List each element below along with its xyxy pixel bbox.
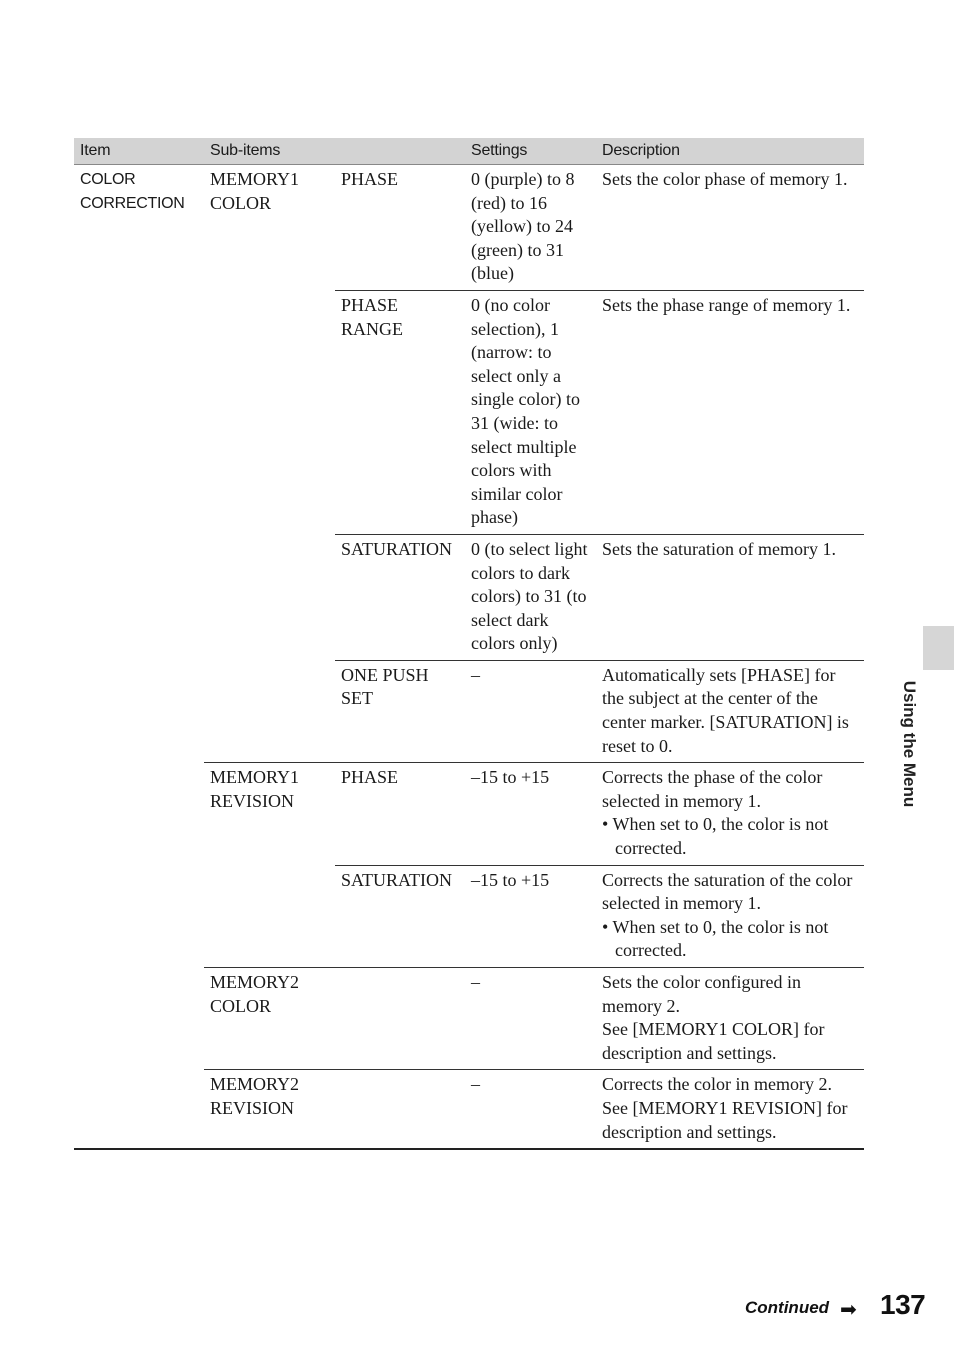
settings-cell: – [465,660,596,762]
continued-label: Continued [745,1298,830,1317]
table-row [74,165,864,291]
description-line: Corrects the saturation of the color selected in memory 1. [602,869,853,914]
sub-item-memory1-color: MEMORY1 COLOR [210,169,300,213]
sub-item-empty [335,968,465,1070]
description-line: Corrects the color in memory 2. [602,1074,832,1095]
sub-item-memory2-revision: MEMORY2 REVISION [204,1070,335,1149]
description-note: • When set to 0, the color is not corrected. [602,916,829,961]
description-cell [596,865,864,967]
settings-cell: 0 (to select light colors to dark colors) to 31 (to select dark colors only) [465,534,596,660]
description-line: Corrects the phase of the color selected in memory 1. [602,767,823,811]
sub-item-phase: PHASE [341,169,399,189]
description-cell [596,968,864,1070]
description-cell [596,1070,864,1149]
sub-item-saturation: SATURATION [335,865,465,967]
settings-cell: –15 to +15 [465,763,596,865]
header-settings: Settings [465,138,596,165]
description-line: Sets the color configured in memory 2. [602,972,801,1016]
description-line: Sets the color phase of memory 1. [602,169,848,189]
description-cell [596,290,864,534]
description-note: • When set to 0, the color is not corrected. [602,814,829,859]
sub-item-phase: PHASE [335,763,465,865]
settings-cell: 0 (purple) to 8 (red) to 16 (yellow) to 24 (green) to 31 (blue) [471,169,575,284]
settings-cell: – [465,968,596,1070]
right-arrow-icon: ➡ [840,1297,857,1321]
header-sub-items: Sub-items [204,138,335,165]
settings-cell: – [465,1070,596,1149]
header-sub-items-2 [335,138,465,165]
sub-item-phase-range: PHASE RANGE [335,290,465,534]
header-description: Description [596,138,864,165]
description-line: Sets the phase range of memory 1. [602,294,851,315]
sub-item-one-push-set: ONE PUSH SET [335,660,465,762]
description-cell [596,763,864,865]
description-line: See [MEMORY1 REVISION] for description and settings. [602,1097,848,1142]
description-line: See [MEMORY1 COLOR] for description and settings. [602,1019,825,1063]
section-side-label: Using the Menu [900,680,919,808]
sub-item-empty [335,1070,465,1149]
section-tab-marker [923,626,954,670]
description-cell [596,534,864,660]
description-line: Automatically sets [PHASE] for the subject at the center of the center marker. [SATURATION] is reset to 0. [602,664,849,756]
table-header-row [74,138,864,165]
description-line: Sets the saturation of memory 1. [602,538,836,559]
settings-cell: 0 (no color selection), 1 (narrow: to select only a single color) to 31 (wide: to select multiple colors with similar color phase) [465,290,596,534]
sub-item-memory2-color: MEMORY2 COLOR [204,968,335,1070]
menu-settings-table [74,138,864,1150]
sub-item-saturation: SATURATION [335,534,465,660]
header-item: Item [74,138,204,165]
sub-item-memory1-revision: MEMORY1 REVISION [204,763,335,968]
settings-cell: –15 to +15 [465,865,596,967]
description-cell [596,165,864,291]
item-color-correction: COLOR CORRECTION [74,165,204,1150]
page-number: 137 [880,1289,926,1320]
description-cell [596,660,864,762]
